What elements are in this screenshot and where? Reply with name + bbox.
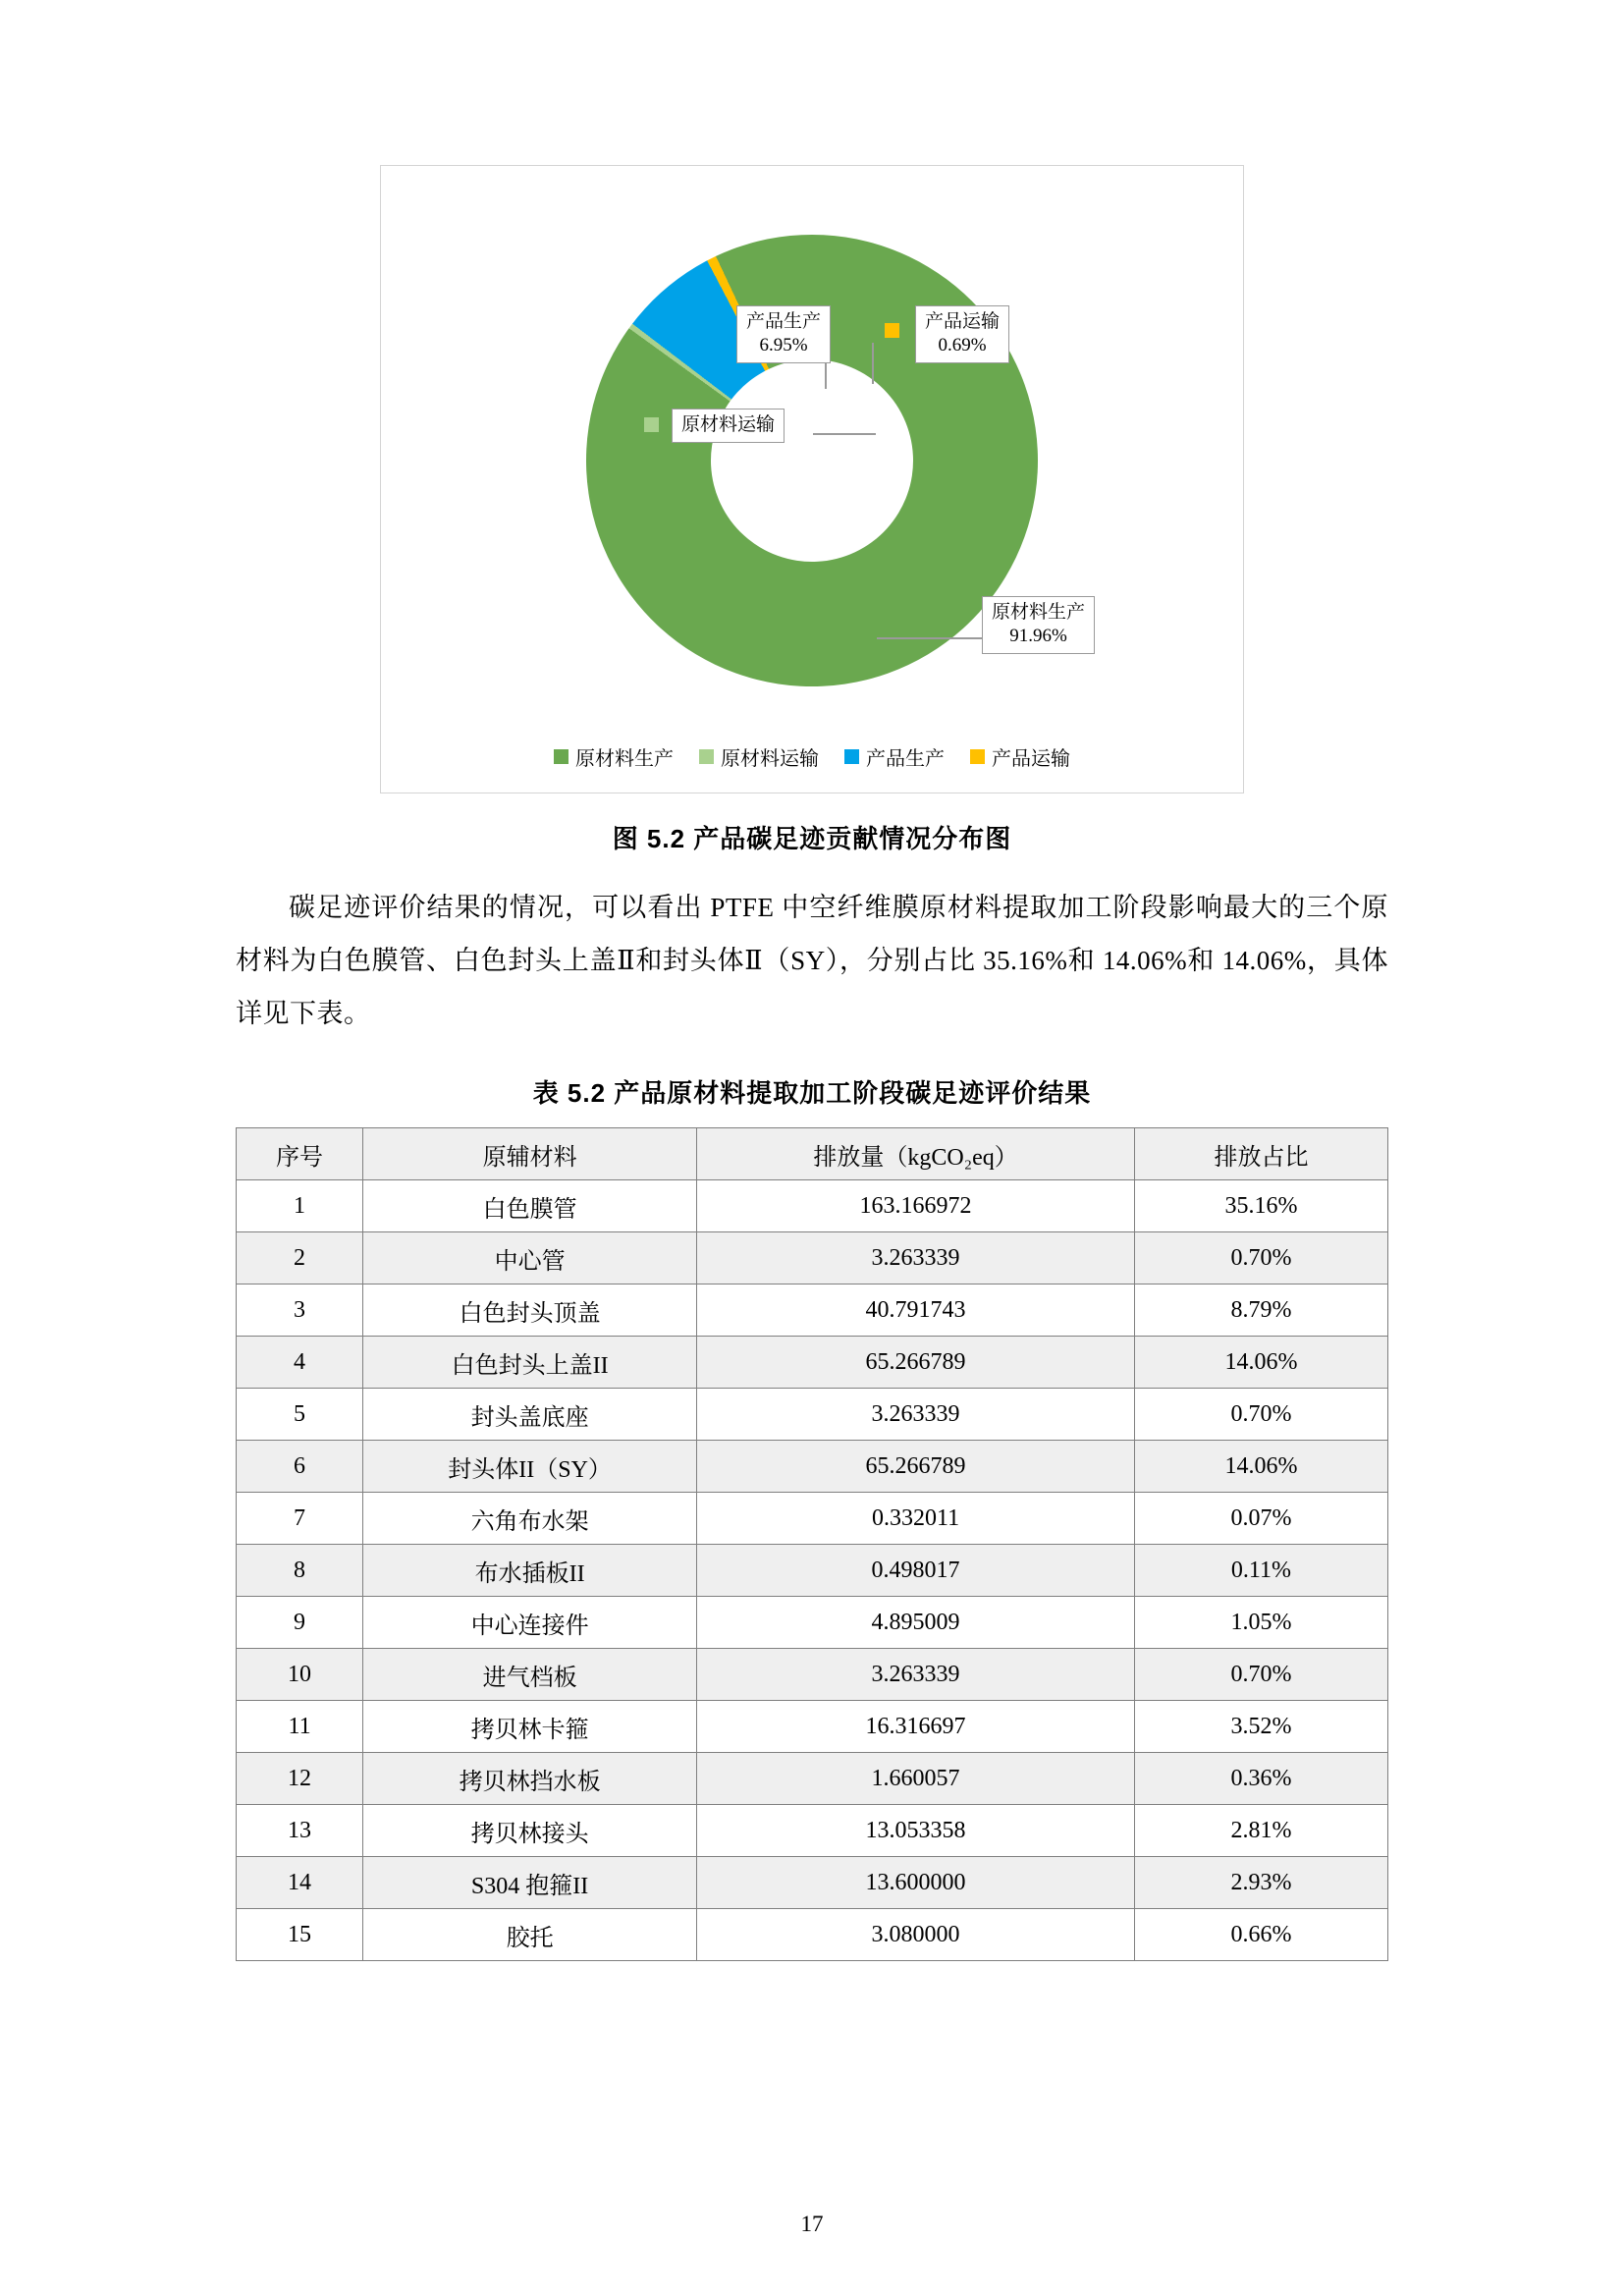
table-cell-share: 2.93% xyxy=(1134,1857,1387,1909)
table-row xyxy=(237,1232,1388,1285)
table-cell-material: 中心连接件 xyxy=(363,1597,697,1649)
table-row xyxy=(237,1597,1388,1649)
table-row xyxy=(237,1180,1388,1232)
table-cell-share: 14.06% xyxy=(1134,1441,1387,1493)
table-cell-share: 0.66% xyxy=(1134,1909,1387,1961)
table-row xyxy=(237,1441,1388,1493)
table-cell-share: 0.70% xyxy=(1134,1232,1387,1285)
figure-container xyxy=(236,0,1388,793)
table-cell-material: 拷贝林卡箍 xyxy=(363,1701,697,1753)
table-cell-material: 拷贝林接头 xyxy=(363,1805,697,1857)
table-row xyxy=(237,1753,1388,1805)
legend-swatch-product-transport xyxy=(970,749,985,764)
callout-product-transport xyxy=(915,305,1009,363)
table-header-index: 序号 xyxy=(237,1128,363,1180)
table-cell-material: 封头盖底座 xyxy=(363,1389,697,1441)
table-cell-emission: 3.263339 xyxy=(697,1649,1135,1701)
callout-product-transport-name: 产品运输 xyxy=(925,311,1001,332)
table-row xyxy=(237,1701,1388,1753)
table-row xyxy=(237,1389,1388,1441)
table-cell-material: 胶托 xyxy=(363,1909,697,1961)
table-cell-material: 拷贝林挡水板 xyxy=(363,1753,697,1805)
callout-raw-production xyxy=(982,596,1095,654)
legend-label-product-production: 产品生产 xyxy=(866,748,945,770)
table-cell-index: 2 xyxy=(237,1232,363,1285)
table-cell-index: 1 xyxy=(237,1180,363,1232)
callout-raw-transport xyxy=(672,409,785,443)
table-cell-emission: 16.316697 xyxy=(697,1701,1135,1753)
table-row xyxy=(237,1337,1388,1389)
donut-hole xyxy=(677,326,947,595)
table-cell-emission: 1.660057 xyxy=(697,1753,1135,1805)
table-cell-index: 15 xyxy=(237,1909,363,1961)
legend-swatch-product-production xyxy=(844,749,859,764)
callout-product-production-value: 6.95% xyxy=(759,334,808,355)
table-row xyxy=(237,1649,1388,1701)
legend-label-raw-production: 原材料生产 xyxy=(575,748,674,770)
legend-swatch-raw-transport xyxy=(699,749,714,764)
table-header-row xyxy=(237,1128,1388,1180)
table-cell-emission: 65.266789 xyxy=(697,1441,1135,1493)
table-header-share: 排放占比 xyxy=(1134,1128,1387,1180)
callout-swatch-raw-transport xyxy=(644,417,659,432)
table-cell-material: 封头体II（SY） xyxy=(363,1441,697,1493)
callout-product-production-name: 产品生产 xyxy=(746,311,822,332)
table-header-emission: 排放量（kgCO₂eq） xyxy=(697,1128,1135,1180)
table-cell-material: 六角布水架 xyxy=(363,1493,697,1545)
table-cell-emission: 4.895009 xyxy=(697,1597,1135,1649)
table-cell-emission: 13.053358 xyxy=(697,1805,1135,1857)
figure-caption: 图 5.2 产品碳足迹贡献情况分布图 xyxy=(612,824,1012,853)
donut-holder xyxy=(381,195,1243,726)
table-cell-emission: 0.498017 xyxy=(697,1545,1135,1597)
table-cell-emission: 13.600000 xyxy=(697,1857,1135,1909)
table-cell-index: 8 xyxy=(237,1545,363,1597)
table-cell-index: 6 xyxy=(237,1441,363,1493)
table-cell-material: S304 抱箍II xyxy=(363,1857,697,1909)
callout-swatch-product-production xyxy=(706,323,721,338)
table-cell-share: 0.11% xyxy=(1134,1545,1387,1597)
table-cell-share: 2.81% xyxy=(1134,1805,1387,1857)
table-cell-emission: 65.266789 xyxy=(697,1337,1135,1389)
table-body xyxy=(237,1180,1388,1961)
chart-legend xyxy=(381,742,1243,771)
table-cell-emission: 40.791743 xyxy=(697,1285,1135,1337)
table-cell-share: 35.16% xyxy=(1134,1180,1387,1232)
table-cell-share: 0.70% xyxy=(1134,1389,1387,1441)
table-cell-index: 3 xyxy=(237,1285,363,1337)
table-cell-material: 布水插板II xyxy=(363,1545,697,1597)
table-row xyxy=(237,1805,1388,1857)
table-row xyxy=(237,1909,1388,1961)
table-caption: 表 5.2 产品原材料提取加工阶段碳足迹评价结果 xyxy=(532,1078,1092,1108)
body-paragraph: 碳足迹评价结果的情况，可以看出 PTFE 中空纤维膜原材料提取加工阶段影响最大的三个原材料为白色膜管、白色封头上盖Ⅱ和封头体Ⅱ（SY），分别占比 35.16%和 14.06%和 14.06%，具体详见下表。 xyxy=(236,893,1388,1028)
leader-line-raw-production xyxy=(877,637,990,639)
table-cell-emission: 3.263339 xyxy=(697,1232,1135,1285)
table-cell-index: 7 xyxy=(237,1493,363,1545)
legend-item-raw-production xyxy=(554,742,674,771)
table-cell-index: 11 xyxy=(237,1701,363,1753)
table-row xyxy=(237,1857,1388,1909)
table-row xyxy=(237,1545,1388,1597)
table-cell-index: 9 xyxy=(237,1597,363,1649)
table-cell-index: 12 xyxy=(237,1753,363,1805)
table-cell-index: 14 xyxy=(237,1857,363,1909)
table-cell-material: 白色封头上盖II xyxy=(363,1337,697,1389)
table-cell-emission: 3.080000 xyxy=(697,1909,1135,1961)
table-cell-share: 3.52% xyxy=(1134,1701,1387,1753)
legend-item-raw-transport xyxy=(699,742,819,771)
table-cell-share: 0.70% xyxy=(1134,1649,1387,1701)
table-cell-share: 1.05% xyxy=(1134,1597,1387,1649)
donut-ring xyxy=(512,160,1112,761)
table-cell-share: 14.06% xyxy=(1134,1337,1387,1389)
table-cell-share: 0.07% xyxy=(1134,1493,1387,1545)
legend-label-raw-transport: 原材料运输 xyxy=(721,748,819,770)
table-cell-index: 10 xyxy=(237,1649,363,1701)
leader-line-raw-transport xyxy=(813,433,876,435)
legend-label-product-transport: 产品运输 xyxy=(992,748,1070,770)
callout-raw-transport-name: 原材料运输 xyxy=(681,414,776,435)
table-cell-index: 13 xyxy=(237,1805,363,1857)
results-table xyxy=(236,1127,1388,1961)
callout-raw-production-name: 原材料生产 xyxy=(992,602,1086,623)
table-row xyxy=(237,1493,1388,1545)
table-cell-share: 8.79% xyxy=(1134,1285,1387,1337)
table-cell-material: 进气档板 xyxy=(363,1649,697,1701)
legend-item-product-transport xyxy=(970,742,1070,771)
page-number: 17 xyxy=(800,2212,824,2236)
table-cell-emission: 3.263339 xyxy=(697,1389,1135,1441)
table-row xyxy=(237,1285,1388,1337)
donut-chart xyxy=(380,165,1244,793)
table-cell-emission: 163.166972 xyxy=(697,1180,1135,1232)
table-cell-emission: 0.332011 xyxy=(697,1493,1135,1545)
callout-swatch-product-transport xyxy=(885,323,899,338)
table-cell-material: 中心管 xyxy=(363,1232,697,1285)
table-header-material: 原辅材料 xyxy=(363,1128,697,1180)
callout-raw-production-value: 91.96% xyxy=(1009,625,1067,646)
table-cell-index: 5 xyxy=(237,1389,363,1441)
table-cell-material: 白色膜管 xyxy=(363,1180,697,1232)
callout-product-transport-value: 0.69% xyxy=(938,334,987,355)
leader-line-transport xyxy=(872,343,874,384)
table-cell-index: 4 xyxy=(237,1337,363,1389)
table-cell-material: 白色封头顶盖 xyxy=(363,1285,697,1337)
callout-product-production xyxy=(736,305,831,363)
table-cell-share: 0.36% xyxy=(1134,1753,1387,1805)
legend-item-product-production xyxy=(844,742,945,771)
legend-swatch-raw-production xyxy=(554,749,568,764)
